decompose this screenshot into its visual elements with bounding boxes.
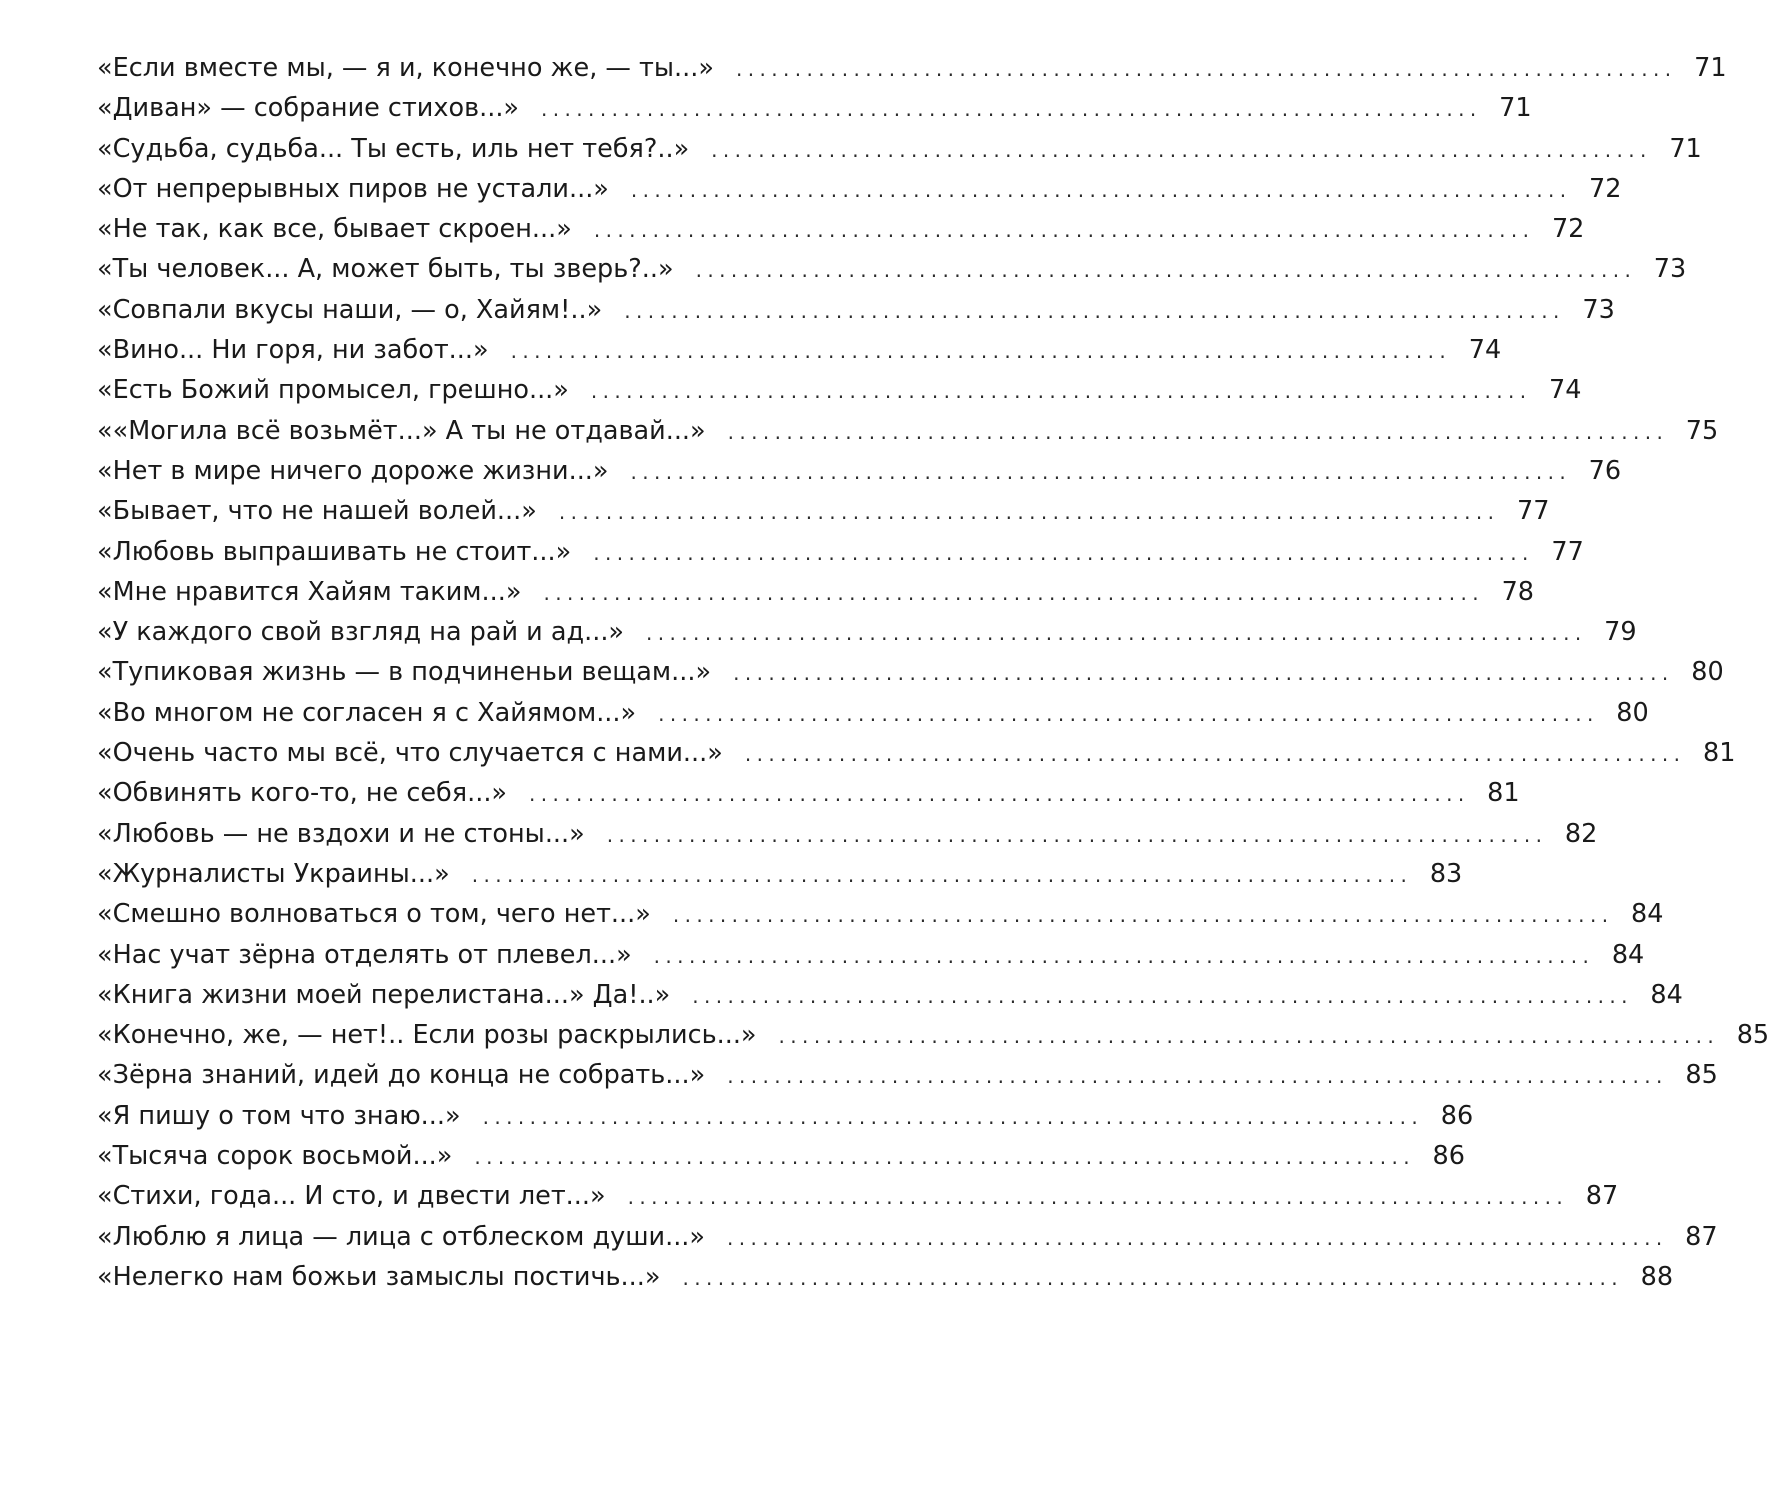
- entry-title: «От непрерывных пиров не устали...»: [97, 173, 609, 204]
- entry-page-number: 86: [1440, 1100, 1474, 1131]
- toc-entry: [97, 1257, 1674, 1297]
- dot-leader: ................................................................................: [682, 1265, 1624, 1290]
- dot-leader: ................................................................................: [543, 580, 1485, 605]
- entry-title: «Тысяча сорок восьмой...»: [97, 1141, 453, 1172]
- entry-page-number: 87: [1685, 1221, 1718, 1252]
- dot-leader: ................................................................................: [653, 943, 1595, 968]
- dot-leader: ................................................................................: [727, 1225, 1668, 1250]
- entry-title: «Во многом не согласен я с Хайямом...»: [97, 697, 637, 728]
- entry-page-number: 75: [1685, 415, 1719, 446]
- entry-title: «Нас учат зёрна отделять от плевел...»: [97, 939, 632, 970]
- entry-title: «Любовь — не вздохи и не стоны...»: [97, 818, 585, 849]
- entry-title: «Ты человек... А, может быть, ты зверь?..»: [97, 254, 674, 285]
- entry-page-number: 84: [1631, 899, 1664, 930]
- entry-page-number: 79: [1604, 617, 1637, 648]
- entry-title: «Смешно волноваться о том, чего нет...»: [97, 899, 651, 930]
- toc-entry: [97, 894, 1664, 934]
- toc-entry: [97, 1217, 1718, 1257]
- toc-entry: [97, 652, 1724, 692]
- dot-leader: ................................................................................: [727, 419, 1669, 444]
- entry-page-number: 73: [1582, 294, 1615, 325]
- toc-entry: [97, 48, 1727, 88]
- toc-entry: [97, 209, 1585, 249]
- entry-page-number: 72: [1589, 173, 1622, 204]
- dot-leader: ................................................................................: [541, 97, 1482, 122]
- entry-title: «Нелегко нам божьи замыслы постичь...»: [97, 1261, 661, 1292]
- entry-title: «Нет в мире ничего дороже жизни...»: [97, 455, 609, 486]
- toc-entry: [97, 1055, 1718, 1095]
- entry-page-number: 77: [1551, 536, 1584, 567]
- entry-page-number: 71: [1694, 53, 1727, 83]
- entry-title: «Обвинять кого-то, не себя...»: [97, 778, 508, 809]
- dot-leader: ................................................................................: [646, 621, 1587, 646]
- entry-page-number: 76: [1588, 455, 1622, 486]
- dot-leader: ................................................................................: [711, 137, 1652, 162]
- toc-entry: [97, 1015, 1769, 1055]
- toc-entry: [97, 773, 1520, 813]
- toc-entry: [97, 411, 1719, 451]
- entry-title: «Конечно, же, — нет!.. Если розы раскрылись...»: [97, 1020, 757, 1051]
- toc-entry: [97, 290, 1615, 330]
- toc-entry: [97, 975, 1683, 1015]
- entry-title: «Стихи, года... И сто, и двести лет...»: [97, 1181, 606, 1212]
- toc-entry: [97, 612, 1637, 652]
- entry-title: «Зёрна знаний, идей до конца не собрать...»: [97, 1060, 706, 1091]
- toc-entry: [97, 693, 1649, 733]
- entry-title: «Не так, как все, бывает скроен...»: [97, 214, 572, 245]
- toc-entry: [97, 1096, 1474, 1136]
- dot-leader: ................................................................................: [744, 742, 1686, 767]
- entry-page-number: 72: [1551, 214, 1585, 245]
- dot-leader: ................................................................................: [474, 1145, 1415, 1170]
- entry-page-number: 71: [1499, 93, 1532, 124]
- entry-title: «Я пишу о том что знаю...»: [97, 1100, 461, 1131]
- dot-leader: ................................................................................: [778, 1024, 1720, 1049]
- table-of-contents: [97, 48, 1769, 1297]
- entry-page-number: 85: [1736, 1020, 1769, 1051]
- toc-entry: [97, 733, 1736, 773]
- entry-page-number: 80: [1691, 657, 1724, 688]
- toc-entry: [97, 169, 1622, 209]
- entry-page-number: 86: [1432, 1141, 1465, 1172]
- toc-entry: [97, 491, 1550, 531]
- entry-page-number: 81: [1702, 738, 1736, 769]
- toc-entry: [97, 88, 1532, 128]
- entry-title: «Совпали вкусы наши, — о, Хайям!..»: [97, 294, 603, 325]
- entry-title: «Вино... Ни горя, ни забот...»: [97, 335, 489, 366]
- dot-leader: ................................................................................: [529, 782, 1470, 807]
- entry-title: «Диван» — собрание стихов...»: [97, 93, 520, 124]
- toc-entry: [97, 814, 1598, 854]
- entry-title: «Журналисты Украины...»: [97, 858, 450, 889]
- dot-leader: ................................................................................: [624, 298, 1565, 323]
- entry-page-number: 77: [1516, 496, 1550, 527]
- entry-title: ««Могила всё возьмёт...» А ты не отдавай...»: [97, 415, 706, 446]
- dot-leader: ................................................................................: [558, 500, 1500, 525]
- toc-entry: [97, 935, 1645, 975]
- dot-leader: ................................................................................: [630, 177, 1572, 202]
- entry-page-number: 82: [1564, 818, 1598, 849]
- dot-leader: ................................................................................: [606, 822, 1548, 847]
- toc-entry: [97, 1176, 1619, 1216]
- entry-page-number: 83: [1429, 858, 1463, 889]
- entry-title: «Мне нравится Хайям таким...»: [97, 576, 522, 607]
- toc-entry: [97, 330, 1502, 370]
- entry-title: «Книга жизни моей перелистана...» Да!..»: [97, 979, 671, 1010]
- dot-leader: ................................................................................: [735, 57, 1677, 81]
- entry-title: «Тупиковая жизнь — в подчиненьи вещам...»: [97, 657, 712, 688]
- entry-title: «Любовь выпрашивать не стоит...»: [97, 536, 572, 567]
- toc-entry: [97, 854, 1463, 894]
- entry-title: «Если вместе мы, — я и, конечно же, — ты...»: [97, 53, 714, 83]
- entry-page-number: 71: [1669, 133, 1702, 164]
- toc-entry: [97, 532, 1584, 572]
- entry-page-number: 73: [1653, 254, 1687, 285]
- dot-leader: ................................................................................: [482, 1104, 1424, 1129]
- entry-page-number: 87: [1585, 1181, 1619, 1212]
- toc-entry: [97, 370, 1582, 410]
- dot-leader: ................................................................................: [692, 983, 1633, 1008]
- entry-title: «Люблю я лица — лица с отблеском души...»: [97, 1221, 706, 1252]
- dot-leader: ................................................................................: [658, 701, 1599, 726]
- dot-leader: ................................................................................: [590, 379, 1532, 404]
- dot-leader: ................................................................................: [593, 540, 1534, 565]
- dot-leader: ................................................................................: [630, 459, 1572, 484]
- entry-title: «Бывает, что не нашей волей...»: [97, 496, 537, 527]
- entry-page-number: 84: [1611, 939, 1645, 970]
- toc-entry: [97, 572, 1535, 612]
- entry-title: «Есть Божий промысел, грешно...»: [97, 375, 569, 406]
- entry-page-number: 85: [1685, 1060, 1718, 1091]
- dot-leader: ................................................................................: [672, 903, 1614, 928]
- entry-title: «У каждого свой взгляд на рай и ад...»: [97, 617, 625, 648]
- dot-leader: ................................................................................: [471, 862, 1413, 887]
- toc-entry: [97, 249, 1687, 289]
- entry-title: «Судьба, судьба... Ты есть, иль нет тебя?..»: [97, 133, 690, 164]
- entry-title: «Очень часто мы всё, что случается с нами...»: [97, 738, 723, 769]
- toc-entry: [97, 451, 1622, 491]
- dot-leader: ................................................................................: [510, 339, 1452, 364]
- dot-leader: ................................................................................: [695, 258, 1637, 283]
- toc-entry: [97, 129, 1702, 169]
- entry-page-number: 84: [1650, 979, 1683, 1010]
- entry-page-number: 88: [1640, 1261, 1674, 1292]
- dot-leader: ................................................................................: [727, 1064, 1668, 1089]
- toc-entry: [97, 1136, 1465, 1176]
- dot-leader: ................................................................................: [627, 1185, 1569, 1210]
- entry-page-number: 74: [1549, 375, 1582, 406]
- entry-page-number: 78: [1501, 576, 1535, 607]
- dot-leader: ................................................................................: [733, 661, 1674, 686]
- entry-page-number: 81: [1487, 778, 1520, 809]
- entry-page-number: 80: [1616, 697, 1649, 728]
- entry-page-number: 74: [1468, 335, 1502, 366]
- dot-leader: ................................................................................: [593, 218, 1535, 243]
